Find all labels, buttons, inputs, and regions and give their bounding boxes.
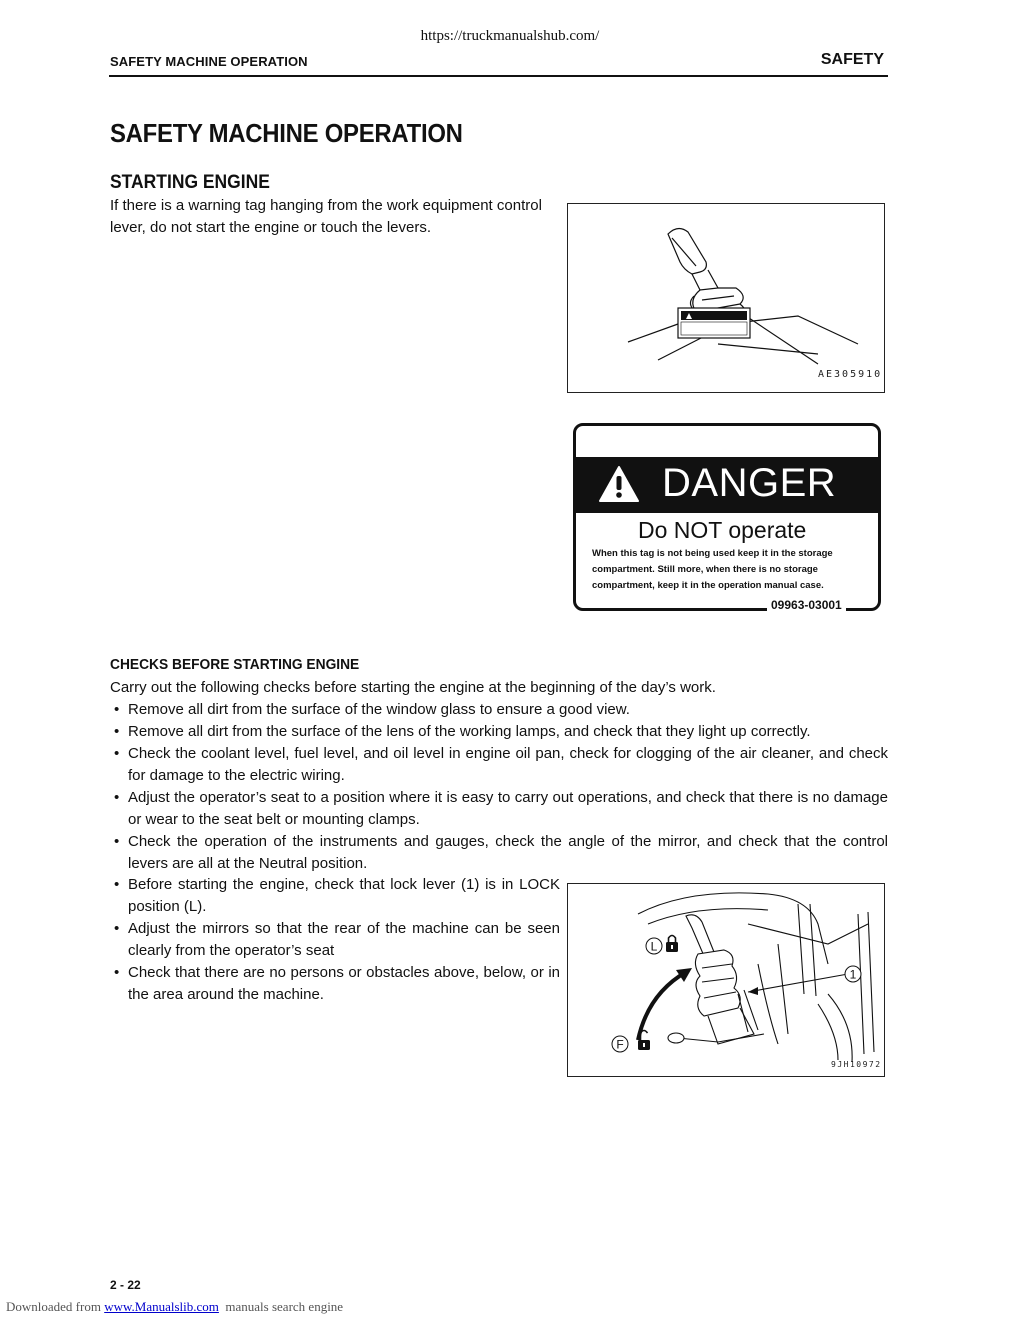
list-item: • Check the operation of the instruments and gauges, check the angle of the mirror, and check that the control levers are all at the Neutral position. xyxy=(114,833,888,872)
header-rule xyxy=(109,75,888,77)
list-item: • Check that there are no persons or obstacles above, below, or in the area around the machine. xyxy=(114,964,560,1003)
danger-headline: Do NOT operate xyxy=(638,517,807,543)
svg-text:1: 1 xyxy=(849,967,857,982)
checks-list-narrow xyxy=(110,874,560,1006)
unlock-icon xyxy=(638,1031,650,1051)
danger-signal-word: DANGER xyxy=(662,461,837,505)
checks-list-full-width xyxy=(110,699,888,875)
svg-text:L: L xyxy=(650,939,658,954)
warning-tag-icon xyxy=(678,308,750,338)
lock-icon xyxy=(666,936,678,953)
svg-text:F: F xyxy=(616,1037,624,1052)
starting-engine-text: If there is a warning tag hanging from the work equipment control lever, do not start the engine or touch the levers. xyxy=(110,197,542,236)
list-item: • Remove all dirt from the surface of the window glass to ensure a good view. xyxy=(114,701,630,718)
starting-engine-heading: STARTING ENGINE xyxy=(110,172,270,193)
checks-intro: Carry out the following checks before starting the engine at the beginning of the day’s work. xyxy=(110,679,716,696)
manualslib-link[interactable]: www.Manualslib.com xyxy=(104,1299,219,1314)
download-footer: Downloaded from www.Manualslib.com manuals search engine xyxy=(6,1299,344,1314)
danger-part-number: 09963-03001 xyxy=(767,598,846,612)
danger-text: When this tag is not being used keep it in the storage compartment. Still more, when there is no storage compartment, keep it in the operation manual case. xyxy=(592,548,833,591)
source-url: https://truckmanualshub.com/ xyxy=(420,28,600,44)
list-item: • Before starting the engine, check that lock lever (1) is in LOCK position (L). xyxy=(114,876,560,915)
lock-lever-figure xyxy=(567,883,885,1077)
list-item: • Adjust the mirrors so that the rear of the machine can be seen clearly from the operator’s seat xyxy=(114,920,560,959)
warning-triangle-icon xyxy=(598,465,640,503)
list-item: • Check the coolant level, fuel level, and oil level in engine oil pan, check for clogging of the air cleaner, and check for damage to the electric wiring. xyxy=(114,745,888,784)
lever-tag-illustration xyxy=(568,204,884,392)
page-title: SAFETY MACHINE OPERATION xyxy=(110,118,463,148)
list-item: • Remove all dirt from the surface of the lens of the working lamps, and check that they light up correctly. xyxy=(114,723,811,740)
figure-code: 9JH10972 xyxy=(831,1060,882,1069)
header-chapter: SAFETY xyxy=(820,51,884,68)
checks-heading: CHECKS BEFORE STARTING ENGINE xyxy=(110,657,360,673)
warning-tag-figure xyxy=(567,203,885,393)
header-section: SAFETY MACHINE OPERATION xyxy=(110,54,308,69)
page-number: 2 - 22 xyxy=(110,1278,141,1292)
danger-tag xyxy=(573,423,881,611)
list-item: • Adjust the operator’s seat to a position where it is easy to carry out operations, and check that there is no damage or wear to the seat belt or mounting clamps. xyxy=(114,789,888,828)
figure-code: AE305910 xyxy=(818,369,883,380)
lock-lever-illustration xyxy=(568,884,884,1076)
